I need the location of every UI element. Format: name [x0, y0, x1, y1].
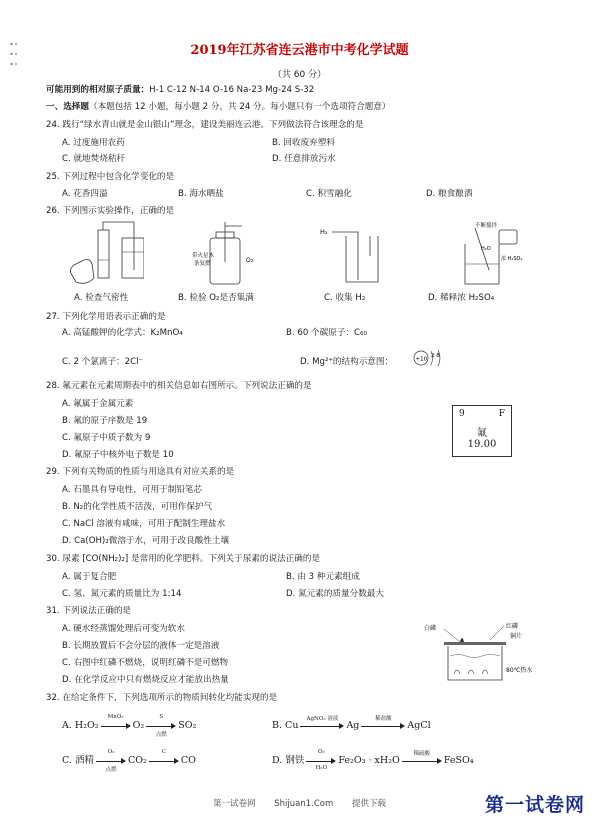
- page-title: 2019年江苏省连云港市中考化学试题: [190, 43, 409, 58]
- reaction-arrow: O₂ 点燃: [96, 756, 126, 766]
- fig-b-label-2: 条复燃: [194, 261, 211, 267]
- q27-option-b: B. 60 个碳原子：C₆₀: [286, 328, 367, 338]
- reaction-arrow: S 点燃: [146, 721, 176, 731]
- mg-ion-structure-diagram: [412, 347, 452, 369]
- fig-d-label: 不断搅拌: [475, 223, 498, 229]
- q25-option-c: C. 积雪融化: [306, 189, 352, 199]
- mg-nucleus: +10: [415, 356, 428, 363]
- q26-stem: 26. 下列图示实验操作，正确的是: [46, 206, 175, 216]
- fig-b-gas: O₂: [246, 257, 254, 264]
- fig-red-phosphorus: 红磷: [506, 623, 519, 630]
- q31-option-c: C. 右图中红磷不燃烧，说明红磷不是可燃物: [62, 658, 229, 668]
- hydrogen-collection-figure: [318, 226, 388, 286]
- q24-stem: 24. 践行“绿水青山就是金山银山”理念，建设美丽连云港。下列做法符合该理念的是: [46, 120, 364, 130]
- reaction-arrow: 稀硫酸: [402, 756, 442, 766]
- section-note: （本题包括 12 小题，每小题 2 分，共 24 分。每小题只有一个选项符合题意）: [88, 102, 391, 112]
- q30-stem: 30. 尿素 [CO(NH₂)₂] 是常用的化学肥料。下列关于尿素的说法正确的是: [46, 554, 321, 564]
- q28-option-b: B. 氟的原子序数是 19: [62, 416, 148, 426]
- fig-b-label-1: 带火星木: [192, 253, 215, 259]
- brand-logo: 第一试卷网: [484, 794, 585, 816]
- q24-option-c: C. 就地焚烧秸秆: [62, 154, 126, 164]
- q32-option-c: C. 酒精 O₂ 点燃 CO₂ C CO: [62, 748, 196, 773]
- section-title: 一、选择题: [46, 102, 89, 112]
- q25-option-a: A. 花香四溢: [62, 189, 108, 199]
- acid-dilution-figure: [445, 220, 525, 288]
- fig-d-water: H₂O: [481, 246, 491, 252]
- q29-option-c: C. NaCl 溶液有咸味，可用于配制生理盐水: [62, 519, 226, 529]
- footer-left: 第一试卷网: [213, 799, 256, 809]
- q27-option-d: D. Mg²⁺的结构示意图：: [300, 357, 394, 367]
- q29-option-a: A. 石墨具有导电性，可用于制铅笔芯: [62, 485, 203, 495]
- reaction-arrow: O₂ H₂O: [306, 756, 336, 766]
- reaction-arrow: MnO₂: [101, 721, 131, 731]
- footer-site[interactable]: Shijuan1.Com: [274, 799, 334, 809]
- fig-d-acid: 浓 H₂SO₄: [501, 256, 523, 262]
- mg-shells: 2 8: [431, 353, 440, 359]
- atomic-masses: [46, 84, 314, 96]
- q32-option-d: D. 钢铁 O₂ H₂O Fe₂O₃ · xH₂O 稀硫酸 FeSO₄: [272, 748, 474, 771]
- reaction-arrow: C: [149, 756, 179, 766]
- q30-option-a: A. 属于复合肥: [62, 572, 117, 582]
- q25-option-b: B. 海水晒盐: [178, 189, 224, 199]
- atomic-masses-label: 可能用到的相对原子质量：: [46, 85, 150, 95]
- q28-option-d: D. 氟原子中核外电子数是 10: [62, 450, 174, 460]
- fig-white-phosphorus: 白磷: [424, 625, 437, 632]
- q26-option-b: B. 检验 O₂是否集满: [178, 293, 254, 303]
- q28-stem: 28. 氟元素在元素周期表中的相关信息如右图所示。下列说法正确的是: [46, 381, 312, 391]
- reaction-arrow: 稀盐酸: [361, 721, 405, 731]
- element-symbol: F: [498, 409, 505, 419]
- reaction-arrow: AgNO₃ 溶液: [300, 721, 344, 731]
- q24-option-d: D. 任意排放污水: [272, 154, 336, 164]
- fluorine-element-card: [452, 405, 512, 457]
- section-heading: [46, 101, 391, 113]
- q32-option-a: A. H₂O₂ MnO₂ O₂ S 点燃 SO₂: [62, 713, 197, 738]
- q27-stem: 27. 下列化学用语表示正确的是: [46, 312, 166, 322]
- oxygen-test-figure: [188, 222, 266, 288]
- q26-option-c: C. 收集 H₂: [324, 293, 366, 303]
- q31-option-b: B. 长期放置后不会分层的液体一定是溶液: [62, 641, 220, 651]
- q28-option-a: A. 氟属于金属元素: [62, 399, 134, 409]
- airtightness-check-figure: [64, 220, 144, 290]
- q25-stem: 25. 下列过程中包含化学变化的是: [46, 172, 175, 182]
- q31-stem: 31. 下列说法正确的是: [46, 606, 132, 616]
- q25-option-d: D. 粮食酿酒: [426, 189, 473, 199]
- q24-option-b: B. 回收废弃塑料: [272, 138, 335, 148]
- q24-option-a: A. 过度施用农药: [62, 138, 125, 148]
- atomic-number: 9: [459, 409, 465, 419]
- q26-option-a: A. 检查气密性: [74, 293, 129, 303]
- q28-option-c: C. 氟原子中质子数为 9: [62, 433, 151, 443]
- q27-option-c: C. 2 个氯离子：2Cl⁻: [62, 357, 144, 367]
- total-score: （共 60 分）: [272, 70, 327, 80]
- q31-option-d: D. 在化学反应中只有燃烧反应才能放出热量: [62, 675, 229, 685]
- fig-copper-plate: 铜片: [510, 633, 523, 640]
- phosphorus-combustion-figure: [424, 620, 544, 688]
- fig-c-gas: H₂: [320, 228, 328, 236]
- q27-option-a: A. 高锰酸钾的化学式：K₂MnO₄: [62, 328, 183, 338]
- q29-option-d: D. Ca(OH)₂微溶于水，可用于改良酸性土壤: [62, 536, 230, 546]
- element-name: 氟: [477, 428, 487, 439]
- q31-option-a: A. 硬水经蒸馏处理后可变为软水: [62, 624, 185, 634]
- q30-option-b: B. 由 3 种元素组成: [286, 572, 360, 582]
- q29-option-b: B. N₂的化学性质不活泼，可用作保护气: [62, 502, 213, 512]
- atomic-masses-values: H-1 C-12 N-14 O-16 Na-23 Mg-24 S-32: [149, 85, 315, 95]
- q30-option-c: C. 氢、氮元素的质量比为 1:14: [62, 589, 182, 599]
- fig-hot-water: 80℃热水: [506, 667, 533, 674]
- footer-right: 提供下载: [351, 799, 386, 809]
- q29-stem: 29. 下列有关物质的性质与用途具有对应关系的是: [46, 467, 235, 477]
- q26-option-d: D. 稀释浓 H₂SO₄: [428, 293, 495, 303]
- q32-stem: 32. 在给定条件下，下列选项所示的物质间转化均能实现的是: [46, 693, 278, 703]
- q32-option-b: B. Cu AgNO₃ 溶液 Ag 稀盐酸 AgCl: [272, 715, 431, 731]
- atomic-mass: 19.00: [467, 439, 497, 450]
- q30-option-d: D. 氮元素的质量分数最大: [286, 589, 385, 599]
